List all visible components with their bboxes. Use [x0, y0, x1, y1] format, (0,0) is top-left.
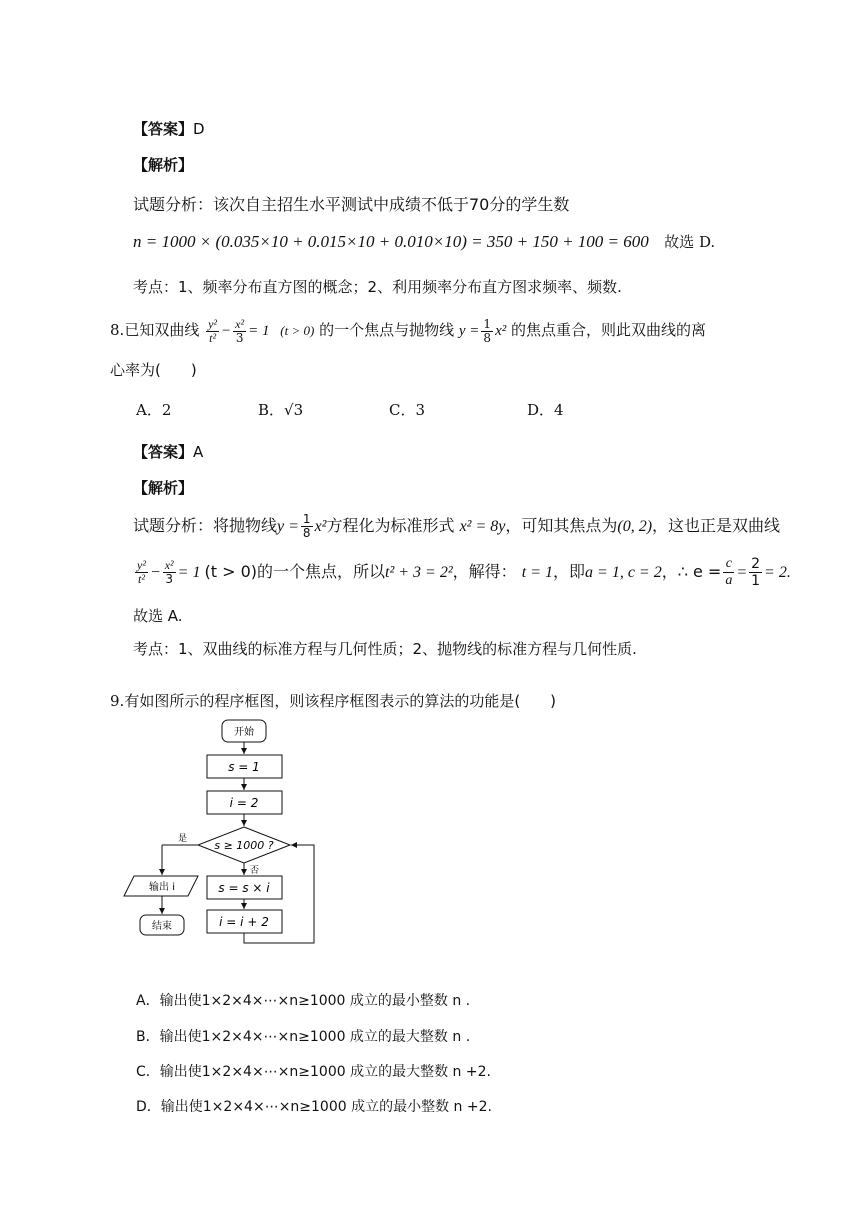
q8-analysis-label: 【解析】: [133, 479, 194, 497]
q7-answer: [133, 118, 205, 139]
q8-analysis-line2: $\frac{\text{y²}}{\text{t²}}$ − $\frac{\text{x²}}{3}$ = 1 (t > 0)的一个焦点，所以t² + 3 = 2²，解得： t = 1，即a = 1, c = 2，∴ e = $\frac{c}{a}$ = $\frac{2}{1}$ = 2.: [137, 556, 791, 589]
q9-flowchart: [110, 710, 330, 950]
q8-analysis-1f: ，这也正是双曲线: [652, 516, 781, 535]
q8-analysis-fraction-x2-3: $\frac{\text{x²}}{3}$: [164, 558, 174, 586]
q7-answer-label: 【答案】: [133, 120, 194, 138]
flow-decision-text: s ≥ 1000 ?: [214, 839, 274, 852]
q7-answer-value: D: [193, 120, 205, 138]
q9-option-c: C．输出使1×2×4×⋯×n≥1000 成立的最大整数 n +2.: [136, 1064, 491, 1080]
q8-analysis-1b: 方程化为标准形式: [326, 516, 455, 535]
q9-option-a: A．输出使1×2×4×⋯×n≥1000 成立的最小整数 n .: [136, 993, 471, 1009]
q8-option-c: C．3: [389, 401, 426, 419]
q8-answer-label: 【答案】: [133, 443, 194, 461]
q9-stem-line: [110, 690, 556, 711]
q8-keypoint: 考点：1、双曲线的标准方程与几何性质；2、抛物线的标准方程与几何性质.: [133, 640, 637, 658]
q8-answer: [133, 441, 203, 462]
flow-step-s-text: s = s × i: [218, 881, 270, 895]
q7-analysis-text: 试题分析：该次自主招生水平测试中成绩不低于70分的学生数: [133, 195, 570, 214]
q8-stem-line1: 8.已知双曲线 $\frac{\text{y²}}{\text{t²}}$ − $\frac{\text{x²}}{3}$ = 1 (t > 0) 的一个焦点与抛物线 y = $\frac{1}{8}$ x² 的焦点重合，则此双曲线的离: [110, 316, 707, 345]
q8-option-a: A．2: [136, 401, 172, 419]
flow-step-i-text: i = i + 2: [219, 915, 269, 929]
q7-conclusion: 故选 D.: [664, 233, 716, 251]
q9-stem: 有如图所示的程序框图，则该程序框图表示的算法的功能是( ): [124, 692, 557, 710]
q8-analysis-1a: 试题分析：将抛物线: [133, 516, 278, 535]
q8-cond: (t > 0): [280, 323, 315, 338]
q7-formula: n = 1000 × (0.035×10 + 0.015×10 + 0.010×10) = 350 + 150 + 100 = 600: [133, 232, 649, 251]
q9-option-d: D．输出使1×2×4×⋯×n≥1000 成立的最小整数 n +2.: [136, 1099, 492, 1115]
q8-analysis-fraction-y2-t2: $\frac{\text{y²}}{\text{t²}}$: [137, 558, 146, 586]
q8-conclusion: 故选 A.: [133, 607, 183, 625]
flow-init-i-text: i = 2: [229, 796, 259, 810]
q8-analysis-1c: x² = 8y: [459, 518, 506, 535]
flow-end-text: 结束: [152, 921, 172, 932]
q8-analysis-1e: (0, 2): [617, 518, 653, 535]
q8-answer-value: A: [193, 443, 204, 461]
q8-analysis-fraction-1-8: $\frac{1}{8}$: [302, 512, 311, 540]
flow-no-label: 否: [250, 866, 260, 876]
flow-yes-label: 是: [178, 834, 188, 844]
q8-stem-a: 已知双曲线: [124, 321, 200, 339]
q8-analysis-2d: t = 1: [521, 564, 553, 581]
q8-option-b: B．√3: [258, 401, 304, 419]
q8-analysis-fraction-2-1: $\frac{2}{1}$: [751, 556, 761, 589]
q7-formula-line: [133, 231, 715, 252]
q8-fraction-1-8: $\frac{1}{8}$: [483, 316, 492, 345]
q8-analysis-fraction-c-a: $\frac{c}{a}$: [725, 556, 733, 588]
q8-fraction-x2-3: $\frac{\text{x²}}{3}$: [235, 316, 245, 345]
q8-number: 8.: [110, 321, 125, 339]
q8-stem-b: 的一个焦点与抛物线: [319, 321, 455, 339]
q8-analysis-2c: ，解得：: [452, 562, 517, 581]
q8-analysis-line1: 试题分析：将抛物线y = $\frac{1}{8}$ x²方程化为标准形式 x² = 8y，可知其焦点为(0, 2)，这也正是双曲线: [133, 512, 781, 540]
q8-analysis-2g: ，∴ e =: [661, 562, 722, 581]
q8-analysis-2e: ，即: [553, 562, 586, 581]
q7-keypoint: 考点：1、频率分布直方图的概念；2、利用频率分布直方图求频率、频数.: [133, 278, 622, 296]
q9-option-b: B．输出使1×2×4×⋯×n≥1000 成立的最大整数 n .: [136, 1029, 471, 1045]
q8-analysis-2h: = 2.: [764, 564, 791, 581]
flow-init-s-text: s = 1: [228, 760, 260, 774]
q7-analysis-label: 【解析】: [133, 156, 194, 174]
q8-analysis-2a: (t > 0)的一个焦点，所以: [204, 562, 385, 581]
q8-option-d: D．4: [527, 401, 564, 419]
flow-output-text: 输出 i: [149, 882, 175, 893]
q8-fraction-y2-t2: $\frac{\text{y²}}{\text{t²}}$: [208, 316, 218, 345]
q8-analysis-1d: ，可知其焦点为: [505, 516, 618, 535]
q8-stem-d: 心率为( ): [110, 361, 197, 379]
q9-number: 9.: [110, 692, 125, 710]
q8-stem-c: 的焦点重合，则此双曲线的离: [511, 321, 707, 339]
q8-analysis-2b: t² + 3 = 2²: [385, 564, 453, 581]
q8-analysis-2f: a = 1, c = 2: [585, 564, 662, 581]
flow-start-text: 开始: [234, 727, 254, 738]
q8-parabola-lhs: y =: [458, 323, 480, 339]
